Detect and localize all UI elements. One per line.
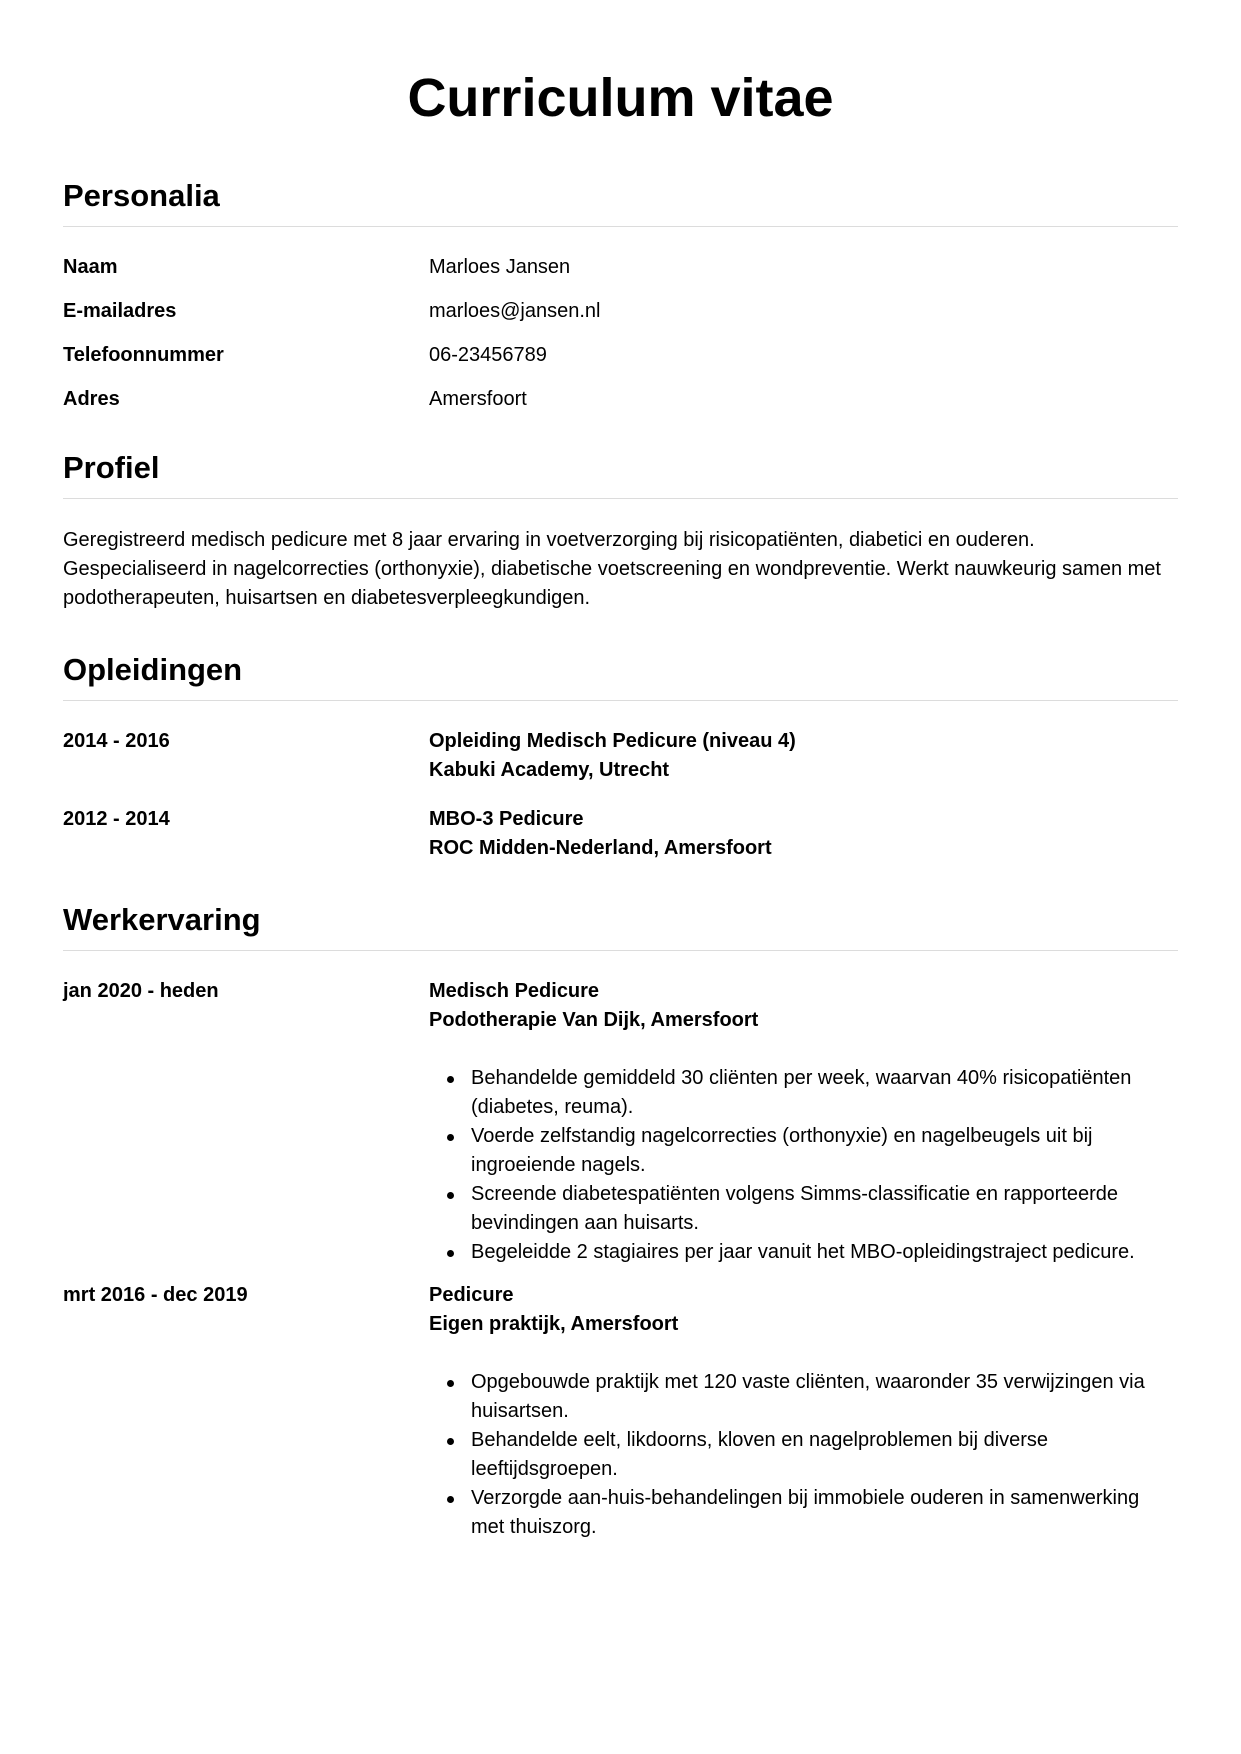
- work-title: Pedicure: [429, 1284, 514, 1306]
- personalia-value: Marloes Jansen: [429, 256, 571, 278]
- education-title: MBO-3 Pedicure: [429, 808, 584, 830]
- work-period: mrt 2016 - dec 2019: [63, 1284, 248, 1306]
- work-bullet: Opgebouwde praktijk met 120 vaste cliënten, waaronder 35 verwijzingen via huisartsen.: [429, 1368, 1178, 1426]
- work-bullet: Voerde zelfstandig nagelcorrecties (orthonyxie) en nagelbeugels uit bij ingroeiende nagels.: [429, 1122, 1178, 1180]
- education-institution: ROC Midden-Nederland, Amersfoort: [429, 837, 772, 859]
- section-heading-werkervaring: Werkervaring: [63, 901, 1178, 951]
- education-item: [63, 805, 1178, 863]
- work-item: [63, 1281, 1178, 1542]
- personalia-row-adres: [63, 385, 1178, 414]
- work-employer: Eigen praktijk, Amersfoort: [429, 1313, 679, 1335]
- work-item: [63, 977, 1178, 1267]
- work-bullets: [429, 1368, 1178, 1542]
- section-heading-opleidingen: Opleidingen: [63, 651, 1178, 701]
- personalia-value: 06-23456789: [429, 344, 547, 366]
- personalia-label: Adres: [63, 388, 120, 410]
- personalia-row-naam: [63, 253, 1178, 282]
- section-heading-personalia: Personalia: [63, 177, 1178, 227]
- work-bullets: [429, 1064, 1178, 1267]
- work-bullet: Behandelde gemiddeld 30 cliënten per week, waarvan 40% risicopatiënten (diabetes, reuma).: [429, 1064, 1178, 1122]
- section-werkervaring: [63, 901, 1178, 1542]
- education-title: Opleiding Medisch Pedicure (niveau 4): [429, 730, 796, 752]
- personalia-label: Naam: [63, 256, 118, 278]
- work-bullet: Behandelde eelt, likdoorns, kloven en nagelproblemen bij diverse leeftijdsgroepen.: [429, 1426, 1178, 1484]
- personalia-row-email: [63, 297, 1178, 326]
- education-period: 2014 - 2016: [63, 730, 170, 752]
- work-title: Medisch Pedicure: [429, 980, 600, 1002]
- education-item: [63, 727, 1178, 785]
- section-opleidingen: [63, 651, 1178, 863]
- work-employer: Podotherapie Van Dijk, Amersfoort: [429, 1009, 759, 1031]
- personalia-value: marloes@jansen.nl: [429, 300, 601, 322]
- personalia-label: E-mailadres: [63, 300, 177, 322]
- work-bullet: Begeleidde 2 stagiaires per jaar vanuit het MBO-opleidingstraject pedicure.: [429, 1238, 1178, 1267]
- work-bullet: Screende diabetespatiënten volgens Simms-classificatie en rapporteerde bevindingen aan huisarts.: [429, 1180, 1178, 1238]
- profile-text: Geregistreerd medisch pedicure met 8 jaar ervaring in voetverzorging bij risicopatiënten, diabetici en ouderen. Gespecialiseerd in nagelcorrecties (orthonyxie), diabetische voetscreening en wondpreventie. Werkt nauwkeurig samen met podotherapeuten, huisartsen en diabetesverpleegkundigen.: [63, 529, 1161, 609]
- personalia-label: Telefoonnummer: [63, 344, 224, 366]
- personalia-value: Amersfoort: [429, 388, 527, 410]
- section-profiel: [63, 449, 1178, 613]
- personalia-row-telefoon: [63, 341, 1178, 370]
- education-period: 2012 - 2014: [63, 808, 170, 830]
- work-bullet: Verzorgde aan-huis-behandelingen bij immobiele ouderen in samenwerking met thuiszorg.: [429, 1484, 1178, 1542]
- section-personalia: [63, 177, 1178, 414]
- education-institution: Kabuki Academy, Utrecht: [429, 759, 670, 781]
- work-period: jan 2020 - heden: [63, 980, 219, 1002]
- document-title: Curriculum vitae: [407, 68, 834, 128]
- section-heading-profiel: Profiel: [63, 449, 1178, 499]
